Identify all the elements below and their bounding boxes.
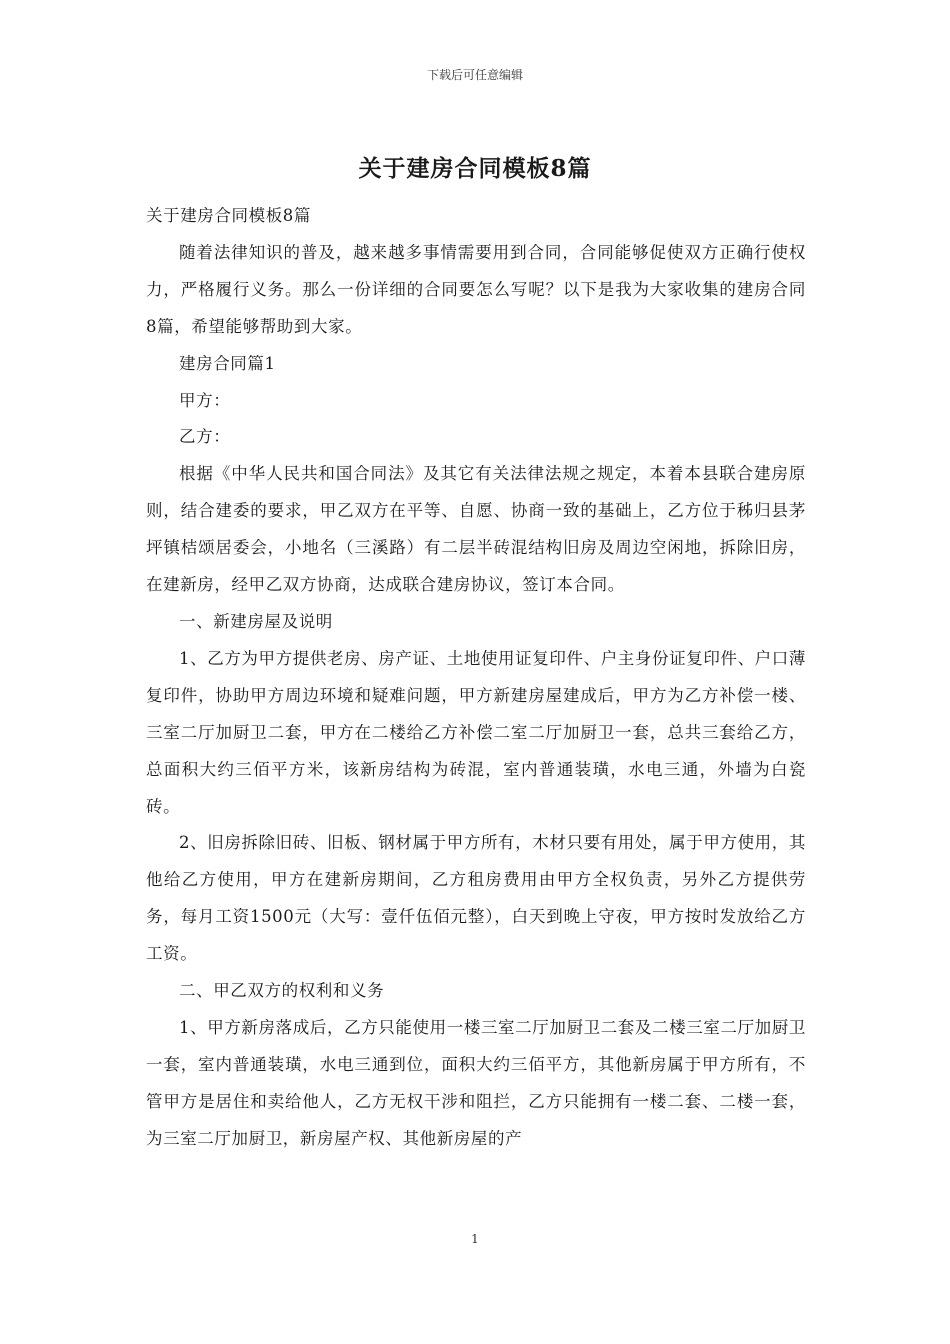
paragraph-preamble: 根据《中华人民共和国合同法》及其它有关法律法规之规定，本着本县联合建房原则，结合建委的要求，甲乙双方在平等、自愿、协商一致的基础上，乙方位于秭归县茅坪镇桔颂居委会，小地名（三溪路）有二层半砖混结构旧房及周边空闲地，拆除旧房，在建新房，经甲乙双方协商，达成联合建房协议，签订本合同。 — [146, 464, 806, 595]
paragraph-clause-heading-2: 二、甲乙双方的权利和义务 — [179, 981, 385, 1001]
paragraph-party-a: 甲方： — [179, 390, 231, 410]
paragraph-clause-2-1: 1、甲方新房落成后，乙方只能使用一楼三室二厅加厨卫二套及二楼三室二厅加厨卫一套，室内普通装璜，水电三通到位，面积大约三佰平方，其他新房属于甲方所有，不管甲方是居住和卖给他人，乙方无权干涉和阻拦，乙方只能拥有一楼二套、二楼一套，为三室二厅加厨卫，新房屋产权、其他新房屋的产 — [146, 1017, 806, 1148]
paragraph-intro: 随着法律知识的普及，越来越多事情需要用到合同，合同能够促使双方正确行使权力，严格履行义务。那么一份详细的合同要怎么写呢？以下是我为大家收集的建房合同8篇，希望能够帮助到大家。 — [146, 242, 806, 336]
paragraph-clause-1-1: 1、乙方为甲方提供老房、房产证、土地使用证复印件、户主身份证复印件、户口薄复印件，协助甲方周边环境和疑难问题，甲方新建房屋建成后，甲方为乙方补偿一楼、三室二厅加厨卫二套，甲方在二楼给乙方补偿二室二厅加厨卫一套，总共三套给乙方，总面积大约三佰平方米，该新房结构为砖混，室内普通装璜，水电三通，外墙为白瓷砖。 — [146, 648, 806, 816]
document-title: 关于建房合同模板8篇 — [358, 155, 592, 182]
paragraph-subtitle: 关于建房合同模板8篇 — [146, 206, 311, 225]
paragraph-party-b: 乙方： — [179, 427, 231, 447]
page-number: 1 — [471, 1232, 479, 1246]
paragraph-clause-heading-1: 一、新建房屋及说明 — [179, 611, 333, 631]
document-body — [146, 198, 806, 1158]
header-note: 下载后可任意编辑 — [426, 68, 523, 82]
paragraph-section-heading: 建房合同篇1 — [179, 353, 276, 373]
paragraph-clause-1-2: 2、旧房拆除旧砖、旧板、钢材属于甲方所有，木材只要有用处，属于甲方使用，其他给乙方使用，甲方在建新房期间，乙方租房费用由甲方全权负责，另外乙方提供劳务，每月工资1500元（大写：壹仟伍佰元整），白天到晚上守夜，甲方按时发放给乙方工资。 — [146, 833, 806, 964]
